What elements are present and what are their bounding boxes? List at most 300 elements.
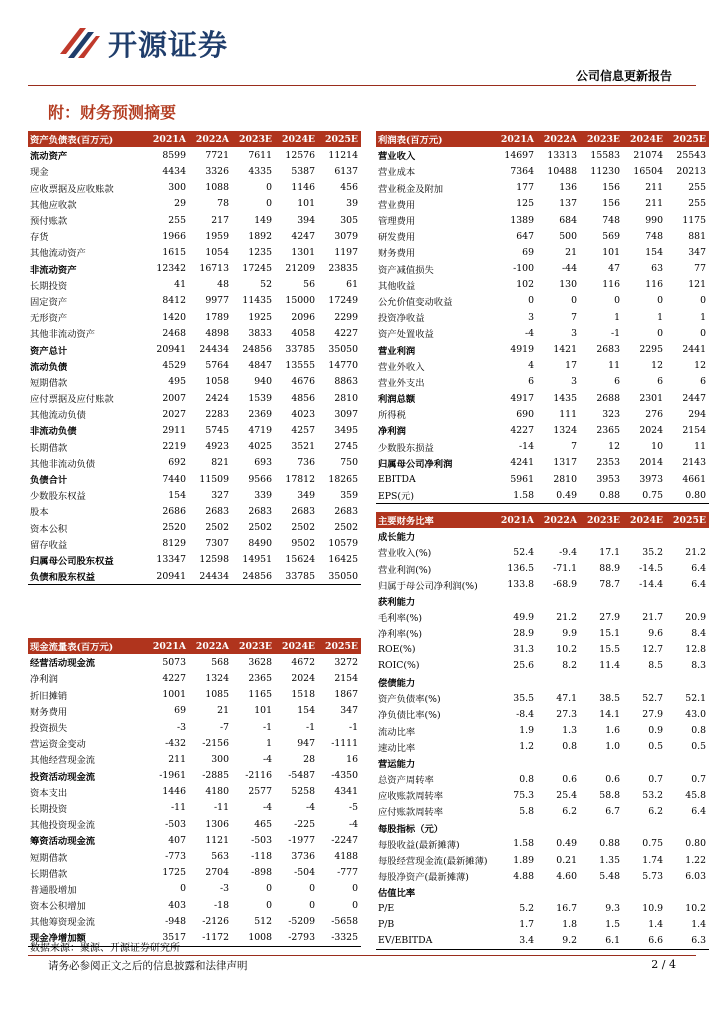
- row-value: [537, 674, 580, 690]
- row-value: 111: [559, 408, 577, 420]
- table-row: [28, 228, 361, 244]
- table-row: [376, 180, 709, 196]
- row-value: 211: [168, 753, 186, 765]
- table-row: [28, 325, 361, 341]
- row-value: 0.5: [648, 741, 663, 753]
- row-value: 1420: [162, 311, 186, 323]
- table-row: [376, 787, 709, 803]
- row-value: -777: [337, 867, 358, 879]
- row-value: -9.4: [559, 546, 577, 558]
- row-value: 2295: [639, 344, 663, 356]
- row-value: 3517: [146, 929, 189, 946]
- row-value: 748: [645, 230, 663, 242]
- row-label: 应收账款周转率: [378, 791, 444, 803]
- row-value: 347: [340, 705, 358, 717]
- table-row: [376, 277, 709, 293]
- year-header: 2025E: [318, 131, 361, 147]
- row-value: 3.4: [494, 933, 537, 950]
- row-value: 1.2: [519, 741, 534, 753]
- row-value: 1725: [162, 867, 186, 879]
- row-value: 5387: [291, 165, 315, 177]
- table-row: [28, 196, 361, 212]
- row-value: 35.2: [642, 546, 663, 558]
- row-label: 其他非流动负债: [30, 458, 96, 470]
- row-value: [580, 528, 623, 544]
- row-value: 5.2: [519, 903, 534, 915]
- row-value: 2683: [334, 505, 358, 517]
- row-value: 49.9: [513, 611, 534, 623]
- row-value: 1539: [248, 392, 272, 404]
- row-value: 2810: [334, 392, 358, 404]
- row-value: -4: [348, 818, 358, 830]
- table-row: [28, 703, 361, 719]
- table-row: [28, 180, 361, 196]
- row-label: EBITDA: [378, 473, 416, 485]
- row-value: -3: [219, 883, 229, 895]
- table-row: [376, 341, 709, 357]
- row-value: 28.9: [513, 627, 534, 639]
- row-value: 0: [266, 198, 272, 210]
- table-title: 资产负债表(百万元): [28, 131, 146, 147]
- row-value: 5258: [291, 786, 315, 798]
- row-value: 35050: [328, 344, 358, 356]
- header-rule: [28, 85, 696, 86]
- row-value: 12576: [285, 149, 315, 161]
- row-label: 所得税: [378, 410, 406, 422]
- table-row: [28, 568, 361, 585]
- row-value: 2447: [682, 392, 706, 404]
- row-value: 6: [700, 376, 706, 388]
- row-value: 2096: [291, 311, 315, 323]
- row-value: 75.3: [513, 789, 534, 801]
- table-row: [376, 901, 709, 917]
- row-value: 211: [645, 182, 663, 194]
- row-value: 568: [211, 656, 229, 668]
- row-value: 4023: [291, 408, 315, 420]
- table-row: [376, 917, 709, 933]
- key-ratios-table: [376, 512, 709, 950]
- table-header-row: [376, 131, 709, 147]
- row-value: 6.2: [648, 805, 663, 817]
- row-label: 现金: [30, 167, 49, 179]
- row-value: 4247: [291, 230, 315, 242]
- row-value: 10.9: [642, 903, 663, 915]
- row-value: 255: [688, 182, 706, 194]
- table-row: [28, 719, 361, 735]
- row-value: 1121: [205, 834, 229, 846]
- row-value: 8863: [334, 376, 358, 388]
- year-header: 2021A: [494, 131, 537, 147]
- row-value: 684: [559, 214, 577, 226]
- row-value: [494, 674, 537, 690]
- row-value: -1111: [331, 737, 358, 749]
- row-value: -18: [214, 899, 229, 911]
- row-value: 9566: [248, 473, 272, 485]
- row-value: 116: [602, 279, 620, 291]
- row-value: 1085: [205, 689, 229, 701]
- row-value: 20941: [146, 568, 189, 585]
- row-value: 5764: [205, 360, 229, 372]
- row-value: 1389: [510, 214, 534, 226]
- row-value: 24434: [199, 344, 229, 356]
- row-value: 4923: [205, 441, 229, 453]
- table-row: [376, 609, 709, 625]
- row-value: [666, 528, 709, 544]
- row-value: 1435: [553, 392, 577, 404]
- row-label: 营业收入: [378, 151, 416, 163]
- row-value: 21: [565, 246, 577, 258]
- row-value: 6.1: [580, 933, 623, 950]
- row-value: 1.8: [562, 919, 577, 931]
- row-value: 7440: [162, 473, 186, 485]
- row-value: 4180: [205, 786, 229, 798]
- table-row: [376, 739, 709, 755]
- row-value: -4: [262, 802, 272, 814]
- row-value: 736: [297, 457, 315, 469]
- row-label: 研发费用: [378, 232, 416, 244]
- row-value: 16.7: [556, 903, 577, 915]
- row-value: 0.80: [685, 838, 706, 850]
- row-value: 4058: [291, 327, 315, 339]
- row-value: 20941: [156, 344, 186, 356]
- row-value: [666, 884, 709, 900]
- row-label: 获利能力: [378, 597, 416, 609]
- row-value: 327: [211, 489, 229, 501]
- table-row: [28, 865, 361, 881]
- row-label: 归属母公司股东权益: [30, 555, 114, 567]
- row-value: 137: [559, 198, 577, 210]
- row-value: 255: [688, 198, 706, 210]
- row-value: 25.4: [556, 789, 577, 801]
- table-row: [28, 293, 361, 309]
- row-value: 121: [688, 279, 706, 291]
- row-label: 应收票据及应收账款: [30, 183, 114, 195]
- table-row: [376, 163, 709, 179]
- row-label: 净负债比率(%): [378, 710, 441, 722]
- table-row: [28, 309, 361, 325]
- row-value: -773: [165, 851, 186, 863]
- table-row: [376, 487, 709, 504]
- row-value: 63: [651, 263, 663, 275]
- row-value: 17.1: [599, 546, 620, 558]
- row-value: 4241: [510, 457, 534, 469]
- row-label: 归属于母公司净利润(%): [378, 580, 478, 592]
- row-value: 1.0: [605, 741, 620, 753]
- row-value: 255: [168, 214, 186, 226]
- row-value: 2810: [553, 473, 577, 485]
- year-header: 2024E: [623, 512, 666, 528]
- row-value: [623, 593, 666, 609]
- row-value: 25543: [676, 149, 706, 161]
- row-label: 经营活动现金流: [30, 658, 96, 670]
- table-row: [376, 455, 709, 471]
- row-value: 8.2: [562, 660, 577, 672]
- row-value: 276: [645, 408, 663, 420]
- row-value: -11: [214, 802, 229, 814]
- table-row: [376, 309, 709, 325]
- row-label: 管理费用: [378, 216, 416, 228]
- row-value: 52.1: [685, 692, 706, 704]
- footer-disclaimer: 请务必参阅正文之后的信息披露和法律声明: [48, 960, 248, 972]
- row-value: 947: [297, 737, 315, 749]
- row-value: 125: [516, 198, 534, 210]
- row-value: 177: [516, 182, 534, 194]
- logo-text: 开源证券: [108, 27, 229, 62]
- row-value: 27.9: [599, 611, 620, 623]
- row-value: 1197: [334, 246, 358, 258]
- row-value: 4227: [510, 424, 534, 436]
- row-value: 9502: [291, 538, 315, 550]
- row-value: 5.48: [599, 870, 620, 882]
- row-value: 11: [694, 441, 706, 453]
- row-label: 营运能力: [378, 758, 416, 770]
- row-value: 349: [297, 489, 315, 501]
- table-row: [376, 868, 709, 884]
- row-value: 1421: [553, 344, 577, 356]
- row-value: 0.80: [666, 487, 709, 504]
- row-label: 利润总额: [378, 394, 416, 406]
- row-value: [494, 755, 537, 771]
- row-value: 21209: [285, 263, 315, 275]
- row-value: 10: [651, 441, 663, 453]
- row-value: 24856: [232, 568, 275, 585]
- row-value: 8412: [162, 295, 186, 307]
- table-row: [28, 261, 361, 277]
- row-value: 1.22: [685, 854, 706, 866]
- row-value: 7611: [248, 149, 272, 161]
- table-row: [376, 390, 709, 406]
- row-value: 1008: [232, 929, 275, 946]
- row-value: 20.9: [685, 611, 706, 623]
- row-value: 6137: [334, 165, 358, 177]
- row-value: 0.88: [599, 838, 620, 850]
- row-value: 1146: [291, 182, 315, 194]
- row-value: 0: [309, 899, 315, 911]
- row-value: 10488: [547, 165, 577, 177]
- row-label: 投资净收益: [378, 313, 425, 325]
- row-value: -1961: [159, 770, 186, 782]
- row-value: 9.9: [562, 627, 577, 639]
- row-value: 2365: [248, 672, 272, 684]
- row-label: 短期借款: [30, 377, 68, 389]
- table-row: [376, 358, 709, 374]
- table-row: [28, 487, 361, 503]
- row-value: [494, 528, 537, 544]
- row-value: 31.3: [513, 644, 534, 656]
- row-value: 0.21: [556, 854, 577, 866]
- row-value: 21.7: [642, 611, 663, 623]
- row-value: 38.5: [599, 692, 620, 704]
- row-value: 21.2: [685, 546, 706, 558]
- row-label: 留存收益: [30, 539, 68, 551]
- row-value: -7: [219, 721, 229, 733]
- row-value: -1: [348, 721, 358, 733]
- row-value: [580, 755, 623, 771]
- row-value: 881: [688, 230, 706, 242]
- page-title: 附：财务预测摘要: [48, 103, 177, 122]
- row-label: 其他筹资现金流: [30, 917, 96, 929]
- table-row: [376, 528, 709, 544]
- table-row: [28, 816, 361, 832]
- row-value: 0: [614, 295, 620, 307]
- row-value: 21074: [633, 149, 663, 161]
- year-header: 2022A: [537, 131, 580, 147]
- row-value: 1.3: [562, 725, 577, 737]
- row-value: 2704: [205, 867, 229, 879]
- table-row: [376, 406, 709, 422]
- table-row: [376, 593, 709, 609]
- table-row: [28, 881, 361, 897]
- row-value: -4: [262, 753, 272, 765]
- row-label: 少数股东权益: [30, 491, 86, 503]
- row-label: 折旧摊销: [30, 690, 68, 702]
- table-row: [376, 439, 709, 455]
- row-value: 0.8: [519, 773, 534, 785]
- row-value: -2885: [202, 770, 229, 782]
- row-value: 0.8: [691, 725, 706, 737]
- row-value: 1.5: [605, 919, 620, 931]
- row-value: [666, 674, 709, 690]
- table-row: [28, 455, 361, 471]
- row-value: 2441: [682, 344, 706, 356]
- row-value: 43.0: [685, 708, 706, 720]
- row-value: 7307: [205, 538, 229, 550]
- row-value: 4719: [248, 424, 272, 436]
- row-value: 0: [352, 883, 358, 895]
- row-value: 25.6: [513, 660, 534, 672]
- row-value: 7721: [205, 149, 229, 161]
- table-row: [28, 520, 361, 536]
- row-value: 647: [516, 230, 534, 242]
- row-value: 5745: [205, 424, 229, 436]
- row-value: 2502: [334, 522, 358, 534]
- row-value: 52: [260, 279, 272, 291]
- row-value: 0: [266, 883, 272, 895]
- year-header: 2022A: [537, 512, 580, 528]
- row-label: EV/EBITDA: [376, 933, 494, 950]
- row-value: 156: [602, 182, 620, 194]
- row-value: 15624: [285, 554, 315, 566]
- table-row: [376, 642, 709, 658]
- row-value: 4672: [291, 656, 315, 668]
- row-value: 24856: [242, 344, 272, 356]
- footer-rule: [28, 955, 696, 956]
- row-value: [623, 528, 666, 544]
- row-value: 0: [657, 327, 663, 339]
- table-header-row: [28, 131, 361, 147]
- row-label: 长期借款: [30, 442, 68, 454]
- row-value: 6: [614, 376, 620, 388]
- row-label: 资产负债率(%): [378, 694, 441, 706]
- row-label: 流动资产: [30, 151, 68, 163]
- row-label: 其他收益: [378, 280, 416, 292]
- row-value: 0.7: [648, 773, 663, 785]
- row-label: 公允价值变动收益: [378, 296, 453, 308]
- row-value: 16713: [199, 263, 229, 275]
- row-label: 其他流动负债: [30, 410, 86, 422]
- row-label: 资本公积增加: [30, 901, 86, 913]
- row-value: 15000: [285, 295, 315, 307]
- table-row: [28, 670, 361, 686]
- row-value: 12: [694, 360, 706, 372]
- row-label: 负债合计: [30, 475, 68, 487]
- row-label: 短期借款: [30, 852, 68, 864]
- row-label: 普通股增加: [30, 884, 77, 896]
- row-value: 217: [211, 214, 229, 226]
- row-label: P/B: [378, 919, 395, 931]
- table-row: [28, 358, 361, 374]
- row-value: 12.7: [642, 644, 663, 656]
- row-value: 2014: [639, 457, 663, 469]
- row-value: -898: [251, 867, 272, 879]
- row-value: 2502: [291, 522, 315, 534]
- year-header: 2023E: [232, 131, 275, 147]
- row-label: 估值比率: [378, 888, 416, 900]
- row-value: 21.2: [556, 611, 577, 623]
- row-value: [537, 755, 580, 771]
- row-value: 16504: [633, 165, 663, 177]
- row-value: -503: [251, 834, 272, 846]
- row-label: 投资活动现金流: [30, 771, 96, 783]
- row-value: 6.4: [691, 563, 706, 575]
- row-value: 4847: [248, 360, 272, 372]
- row-value: 500: [559, 230, 577, 242]
- row-value: [623, 755, 666, 771]
- row-value: -11: [171, 802, 186, 814]
- row-value: 1867: [334, 689, 358, 701]
- row-value: 0: [700, 327, 706, 339]
- row-value: 2683: [291, 505, 315, 517]
- row-value: 512: [254, 915, 272, 927]
- row-value: 14.1: [599, 708, 620, 720]
- row-value: 690: [516, 408, 534, 420]
- row-value: 0.75: [623, 487, 666, 504]
- row-value: -2116: [245, 770, 272, 782]
- row-label: 资产总计: [30, 345, 68, 357]
- row-value: 2520: [162, 522, 186, 534]
- row-value: 16: [346, 753, 358, 765]
- row-value: 3272: [334, 656, 358, 668]
- row-value: 1.4: [648, 919, 663, 931]
- year-header: 2022A: [189, 638, 232, 654]
- table-row: [28, 341, 361, 357]
- row-value: 17249: [328, 295, 358, 307]
- row-label: 财务费用: [378, 248, 416, 260]
- row-value: 3973: [639, 473, 663, 485]
- row-value: 1966: [162, 230, 186, 242]
- row-value: [494, 593, 537, 609]
- row-label: 营业成本: [378, 167, 416, 179]
- row-value: 27.9: [642, 708, 663, 720]
- row-value: 2577: [248, 786, 272, 798]
- row-value: 465: [254, 818, 272, 830]
- row-value: 8.3: [691, 660, 706, 672]
- row-value: 1.74: [642, 854, 663, 866]
- table-row: [28, 552, 361, 568]
- row-value: 101: [297, 198, 315, 210]
- row-value: 339: [254, 489, 272, 501]
- row-value: [580, 593, 623, 609]
- table-header-row: [28, 638, 361, 654]
- row-value: 211: [645, 198, 663, 210]
- row-value: 6: [657, 376, 663, 388]
- table-title: 利润表(百万元): [376, 131, 494, 147]
- row-value: 2688: [596, 392, 620, 404]
- row-label: 营业利润(%): [378, 564, 432, 576]
- row-value: 35050: [318, 568, 361, 585]
- table-row: [28, 471, 361, 487]
- row-label: 速动比率: [378, 742, 416, 754]
